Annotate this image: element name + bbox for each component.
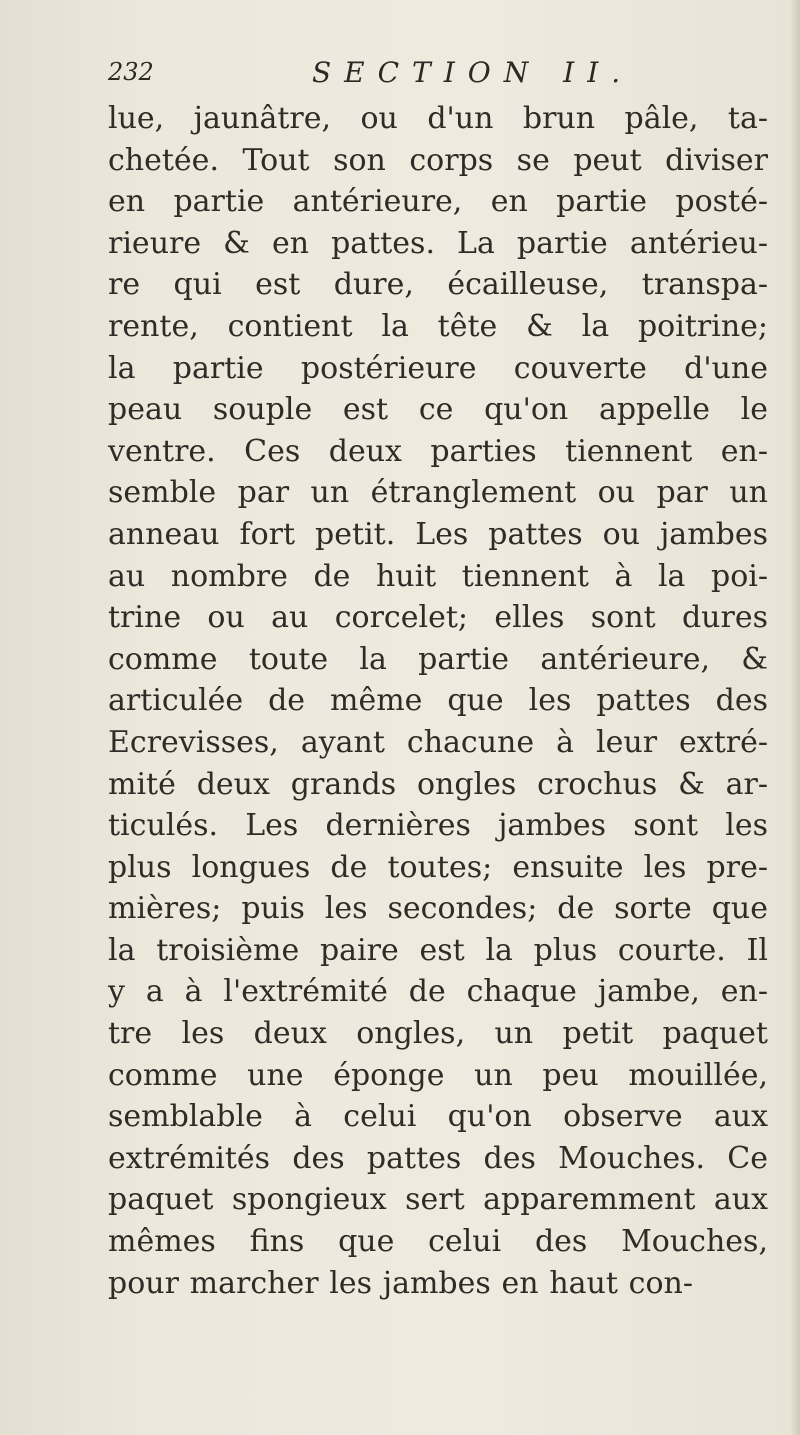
text-line: mêmes fins que celui des Mouches,: [108, 1224, 768, 1260]
text-line: ventre. Ces deux parties tiennent en-: [108, 433, 768, 469]
text-line: chetée. Tout son corps se peut diviser: [108, 142, 768, 178]
body-text: [108, 98, 768, 1304]
text-line: Ecrevisses, ayant chacune à leur extré-: [108, 724, 768, 760]
running-head: [108, 52, 668, 96]
text-line: au nombre de huit tiennent à la poi-: [108, 558, 768, 594]
text-line: semblable à celui qu'on observe aux: [108, 1099, 768, 1135]
text-line: la partie postérieure couverte d'une: [108, 350, 768, 386]
text-line: re qui est dure, écailleuse, transpa-: [108, 267, 768, 303]
text-line: rieure & en pattes. La partie antérieu-: [108, 225, 768, 261]
text-line: plus longues de toutes; ensuite les pre-: [108, 849, 768, 885]
text-line: tre les deux ongles, un petit paquet: [108, 1016, 768, 1052]
text-line: la troisième paire est la plus courte. Il: [108, 932, 768, 968]
text-line: y a à l'extrémité de chaque jambe, en-: [108, 974, 768, 1010]
text-line: pour marcher les jambes en haut con-: [108, 1265, 693, 1301]
text-line: comme une éponge un peu mouillée,: [108, 1057, 768, 1093]
text-line: articulée de même que les pattes des: [108, 683, 768, 719]
text-line: ticulés. Les dernières jambes sont les: [108, 808, 768, 844]
text-line: mité deux grands ongles crochus & ar-: [108, 766, 768, 802]
text-line: mières; puis les secondes; de sorte que: [108, 891, 768, 927]
text-line: comme toute la partie antérieure, &: [108, 641, 768, 677]
text-line: paquet spongieux sert apparemment aux: [108, 1182, 768, 1218]
text-line: semble par un étranglement ou par un: [108, 475, 768, 511]
page-number: 232: [108, 58, 154, 86]
text-line: trine ou au corcelet; elles sont dures: [108, 600, 768, 636]
text-line: rente, contient la tête & la poitrine;: [108, 308, 768, 344]
text-line: anneau fort petit. Les pattes ou jambes: [108, 516, 768, 552]
text-line: lue, jaunâtre, ou d'un brun pâle, ta-: [108, 101, 768, 136]
text-line: peau souple est ce qu'on appelle le: [108, 392, 768, 428]
text-line: extrémités des pattes des Mouches. Ce: [108, 1140, 768, 1176]
section-title: SECTION II.: [312, 56, 634, 89]
text-line: en partie antérieure, en partie posté-: [108, 184, 768, 220]
